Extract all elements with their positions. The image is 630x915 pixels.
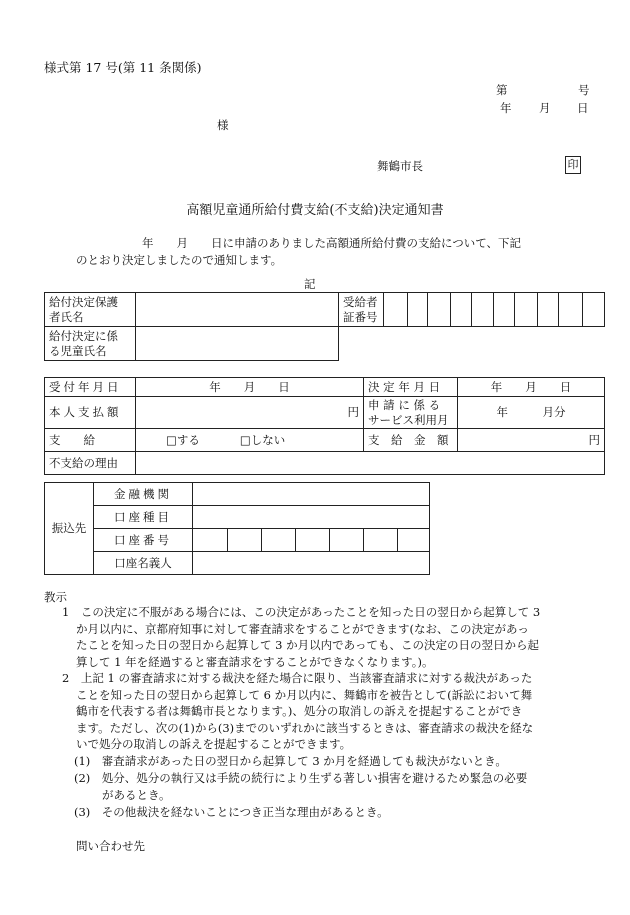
page-title: 高額児童通所給付費支給(不支給)決定通知書 (186, 203, 444, 218)
recipient-number-digit[interactable] (538, 293, 559, 327)
doc-number-prefix: 第 (496, 83, 508, 97)
received-date-label: 受付年月日 (45, 378, 136, 397)
recipient-number-digit[interactable] (384, 293, 408, 327)
notice-sub-1: (1) 審査請求があった日の翌日から起算して 3 か月を経過しても裁決がないとき。 (74, 754, 507, 768)
bank-name-field[interactable] (193, 483, 430, 506)
notice-sub-3: (3) その他裁決を経ないことにつき正当な理由があるとき。 (74, 805, 389, 819)
option-yes-checkbox[interactable]: □する (166, 432, 200, 447)
sender-name: 舞鶴市長 (377, 159, 423, 173)
payment-options (136, 429, 364, 452)
account-number-digit[interactable] (193, 529, 228, 552)
doc-number-suffix: 号 (578, 83, 590, 97)
decision-table (44, 377, 605, 475)
recipient-number-digit[interactable] (428, 293, 451, 327)
account-number-digit[interactable] (228, 529, 262, 552)
account-number-digit[interactable] (262, 529, 296, 552)
account-number-digit[interactable] (398, 529, 430, 552)
guardian-name-label: 給付決定保護 者氏名 (45, 293, 136, 327)
date-month: 月 (539, 101, 551, 115)
applicant-table (44, 292, 605, 361)
notice-item-1: 1 この決定に不服がある場合には、この決定があったことを知った日の翌日から起算して 3 か月以内に、京都府知事に対して審査請求をすることができます(なお、この決定があっ たことを知った日の翌日から起算して 3 か月以内であっても、この決定の日の翌日から起 算して 1 年を経過すると審査請求をすることができなくなります。)。 (62, 605, 541, 669)
received-date-value[interactable]: 年 月 日 (136, 378, 364, 397)
recipient-number-digit[interactable] (559, 293, 583, 327)
self-pay-field[interactable]: 円 (136, 397, 364, 429)
recipient-number-digit[interactable] (408, 293, 428, 327)
account-number-digit[interactable] (330, 529, 364, 552)
intro-line-1: 年 月 日に申請のありました高額通所給付費の支給について、下記 (142, 236, 522, 250)
self-pay-label: 本人支払額 (45, 397, 136, 429)
recipient-number-digit[interactable] (472, 293, 494, 327)
transfer-label: 振込先 (45, 483, 94, 575)
contact-label: 問い合わせ先 (76, 839, 145, 853)
service-month-label: 申 請 に 係 る サービス利用月 (364, 397, 458, 429)
ki-label: 記 (304, 277, 316, 291)
account-number-digit[interactable] (364, 529, 398, 552)
account-holder-label: 口座名義人 (94, 552, 193, 575)
account-type-label: 口座種目 (94, 506, 193, 529)
service-month-value[interactable]: 年 月分 (458, 397, 605, 429)
date-year: 年 (500, 101, 512, 115)
notice-sub-2: (2) 処分、処分の執行又は手続の続行により生ずる著しい損害を避けるため緊急の必要 があるとき。 (74, 771, 528, 802)
option-no-checkbox[interactable]: □しない (239, 432, 286, 447)
account-number-digit[interactable] (296, 529, 330, 552)
bank-name-label: 金融機関 (94, 483, 193, 506)
account-holder-field[interactable] (193, 552, 430, 575)
reason-field[interactable] (136, 452, 605, 475)
payment-amount-field[interactable]: 円 (458, 429, 605, 452)
notice-heading: 教示 (44, 590, 67, 604)
recipient-number-digit[interactable] (583, 293, 605, 327)
payment-amount-label: 支 給 金 額 (364, 429, 458, 452)
form-number: 様式第 17 号(第 11 条関係) (44, 60, 202, 75)
child-name-field[interactable] (136, 327, 339, 361)
recipient-number-digit[interactable] (515, 293, 538, 327)
payment-label: 支 給 (45, 429, 136, 452)
date-day: 日 (577, 101, 589, 115)
reason-label: 不支給の理由 (45, 452, 136, 475)
decision-date-value[interactable]: 年 月 日 (458, 378, 605, 397)
recipient-suffix: 様 (217, 118, 229, 132)
seal-mark: 印 (565, 156, 581, 174)
account-number-label: 口座番号 (94, 529, 193, 552)
decision-date-label: 決 定 年 月 日 (364, 378, 458, 397)
notice-item-2: 2 上記 1 の審査請求に対する裁決を経た場合に限り、当該審査請求に対する裁決があった ことを知った日の翌日から起算して 6 か月以内に、舞鶴市を被告として(訴訟において舞 鶴市を代表する者は舞鶴市長となります。)、処分の取消しの訴えを提起することができ ます。ただし、次の(1)から(3)までのいずれかに該当するときは、審査請求の裁決を経な いで処分の取消しの訴えを提起することができます。 (62, 671, 534, 751)
recipient-number-label: 受給者 証番号 (339, 293, 384, 327)
guardian-name-field[interactable] (136, 293, 339, 327)
child-name-label: 給付決定に係 る児童氏名 (45, 327, 136, 361)
bank-table (44, 482, 430, 575)
recipient-number-digit[interactable] (451, 293, 472, 327)
intro-line-2: のとおり決定しましたので通知します。 (76, 253, 283, 267)
recipient-number-digit[interactable] (494, 293, 515, 327)
account-type-field[interactable] (193, 506, 430, 529)
